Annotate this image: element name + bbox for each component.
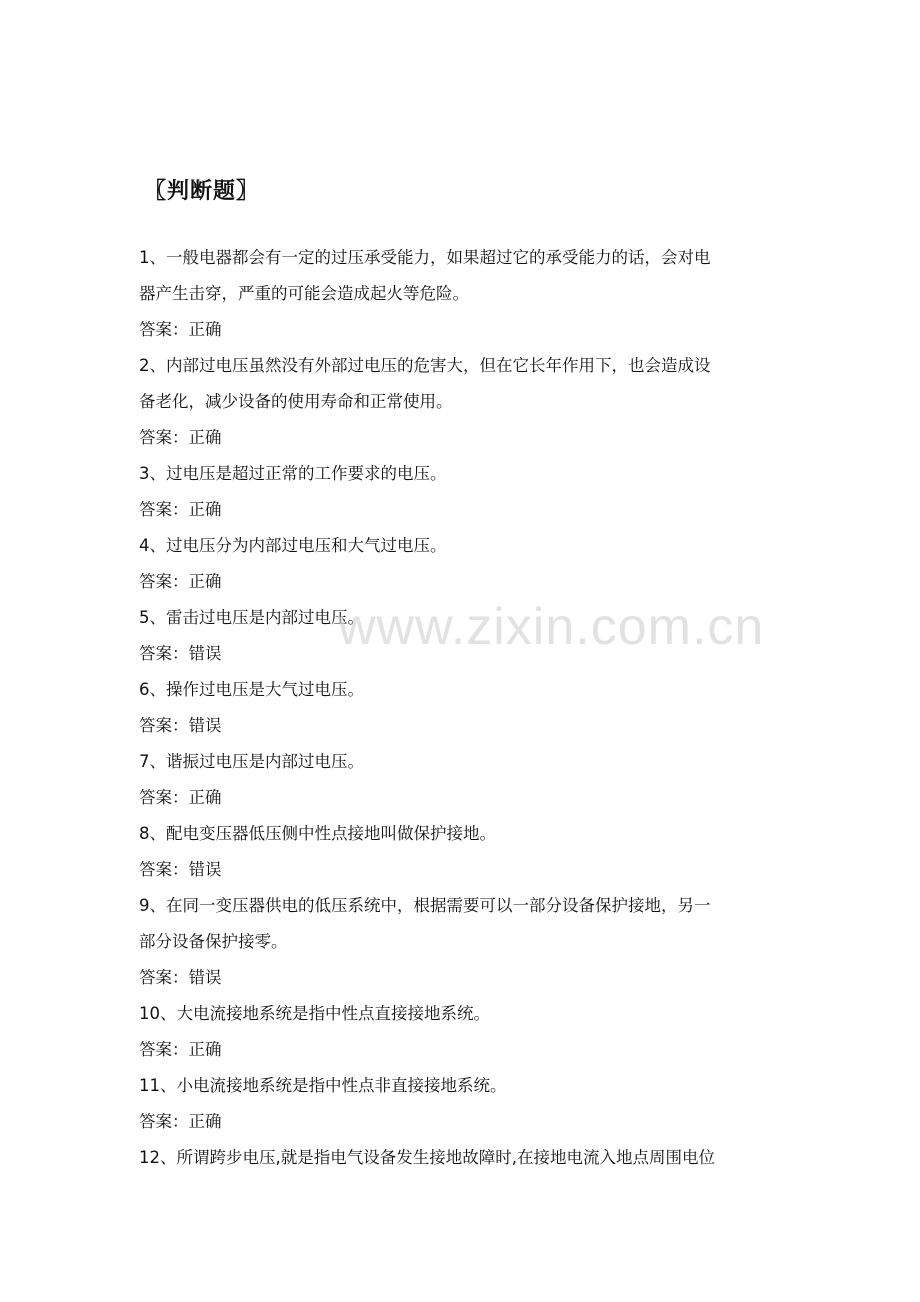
answer-text: 答案：错误 <box>139 968 222 987</box>
question-list <box>139 240 787 1176</box>
question-text-line: 2、内部过电压虽然没有外部过电压的危害大，但在它长年作用下，也会造成设 <box>139 356 711 375</box>
question-text-line: 5、雷击过电压是内部过电压。 <box>139 608 364 627</box>
question-text-line: 3、过电压是超过正常的工作要求的电压。 <box>139 464 447 483</box>
answer-text: 答案：正确 <box>139 1112 222 1131</box>
question-text-line: 6、操作过电压是大气过电压。 <box>139 680 364 699</box>
question-text-line: 1、一般电器都会有一定的过压承受能力，如果超过它的承受能力的话，会对电 <box>139 248 711 267</box>
question-text-line: 9、在同一变压器供电的低压系统中，根据需要可以一部分设备保护接地，另一 <box>139 896 711 915</box>
question-item <box>139 528 787 600</box>
answer-text: 答案：正确 <box>139 572 222 591</box>
question-item <box>139 600 787 672</box>
question-item <box>139 996 787 1068</box>
question-text-line: 11、小电流接地系统是指中性点非直接接地系统。 <box>139 1076 507 1095</box>
answer-text: 答案：正确 <box>139 1040 222 1059</box>
question-text-line: 7、谐振过电压是内部过电压。 <box>139 752 364 771</box>
answer-text: 答案：正确 <box>139 428 222 447</box>
section-heading: 〖判断题〗 <box>144 179 260 204</box>
question-item <box>139 348 787 456</box>
answer-text: 答案：错误 <box>139 860 222 879</box>
question-item <box>139 1140 787 1176</box>
question-text-line: 10、大电流接地系统是指中性点直接接地系统。 <box>139 1004 490 1023</box>
question-item <box>139 744 787 816</box>
watermark-text: www.zixin.com.cn <box>338 598 765 656</box>
question-item <box>139 240 787 348</box>
question-item <box>139 816 787 888</box>
question-item <box>139 888 787 996</box>
answer-text: 答案：正确 <box>139 500 222 519</box>
question-text-line: 4、过电压分为内部过电压和大气过电压。 <box>139 536 447 555</box>
question-item <box>139 672 787 744</box>
question-text-line: 部分设备保护接零。 <box>139 932 288 951</box>
question-item <box>139 456 787 528</box>
question-text-line: 12、所谓跨步电压,就是指电气设备发生接地故障时,在接地电流入地点周围电位 <box>139 1148 715 1167</box>
question-item <box>139 1068 787 1140</box>
question-text-line: 备老化，减少设备的使用寿命和正常使用。 <box>139 392 453 411</box>
answer-text: 答案：正确 <box>139 320 222 339</box>
answer-text: 答案：错误 <box>139 716 222 735</box>
question-text-line: 器产生击穿，严重的可能会造成起火等危险。 <box>139 284 469 303</box>
answer-text: 答案：正确 <box>139 788 222 807</box>
question-text-line: 8、配电变压器低压侧中性点接地叫做保护接地。 <box>139 824 496 843</box>
answer-text: 答案：错误 <box>139 644 222 663</box>
